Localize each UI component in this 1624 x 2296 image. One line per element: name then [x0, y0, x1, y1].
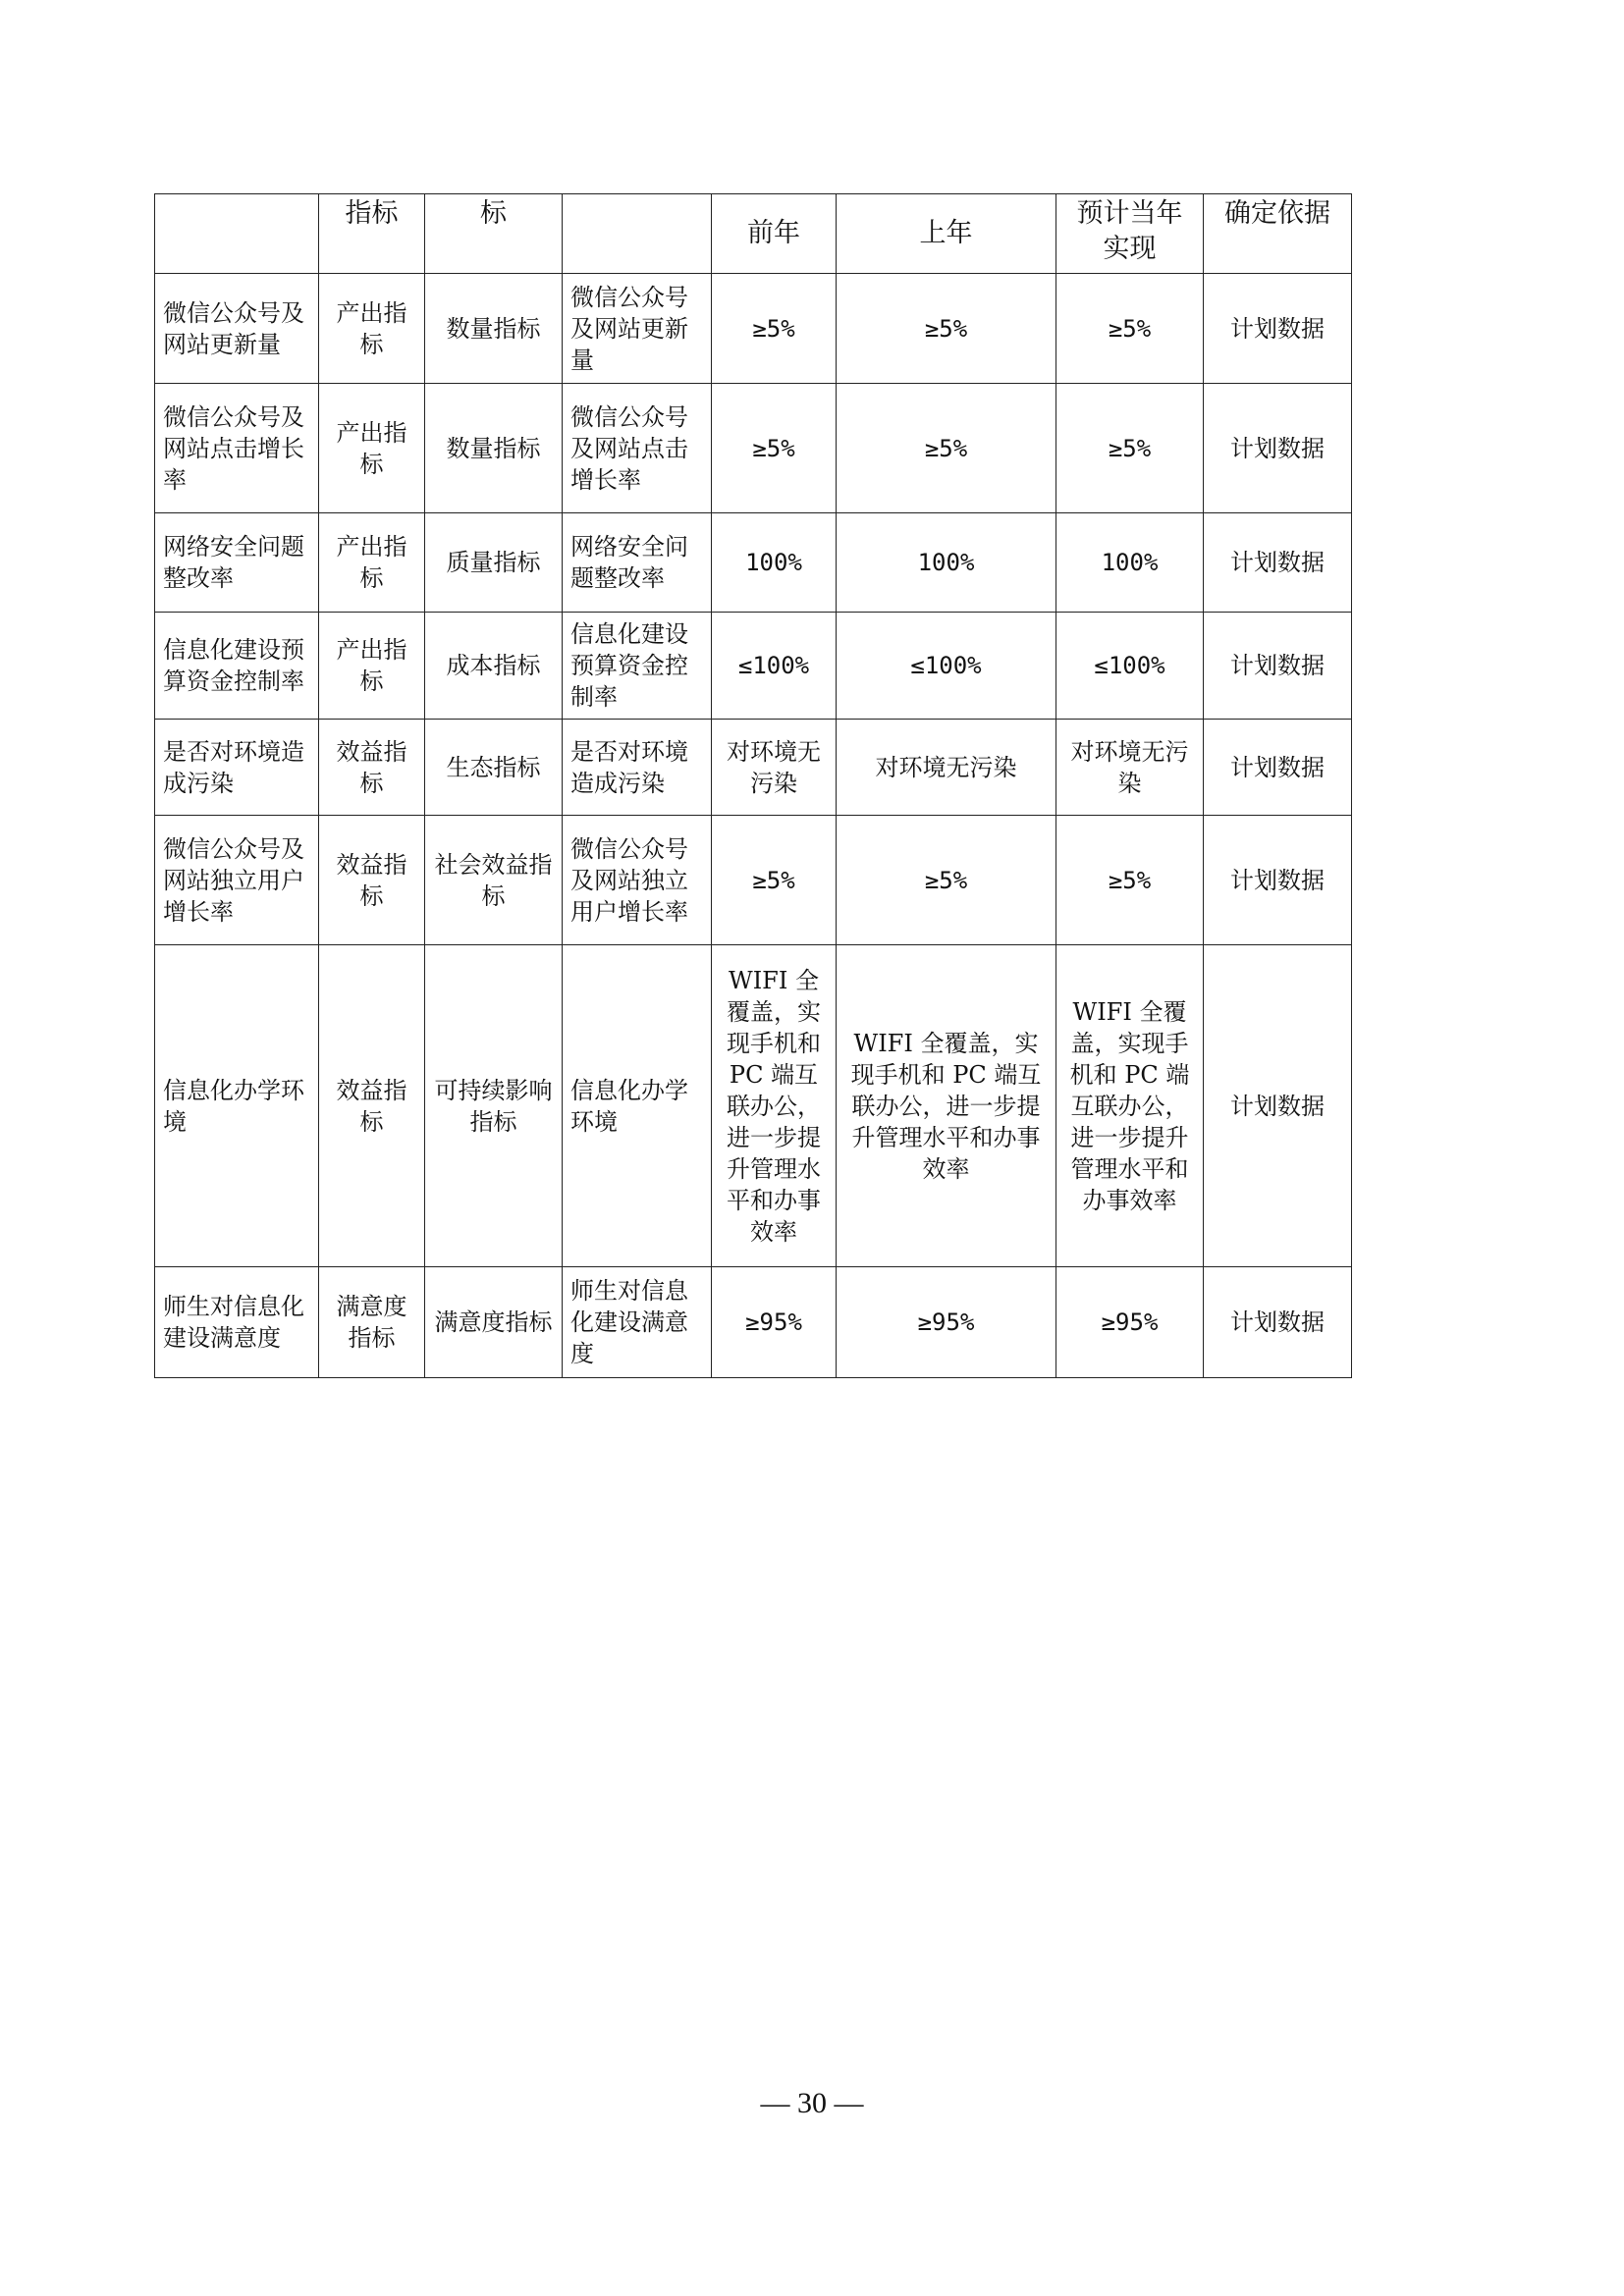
row-prev-cell: ≥95%	[712, 1267, 837, 1378]
row-level1-cell: 产出指标	[319, 613, 425, 720]
row-name-cell: 微信公众号及网站独立用户增长率	[155, 816, 319, 945]
table-header-row	[155, 194, 1352, 274]
table-row	[155, 816, 1352, 945]
row-last-cell: ≤100%	[837, 613, 1056, 720]
row-indicator-cell: 微信公众号及网站更新量	[563, 274, 712, 384]
row-level1-cell: 产出指标	[319, 384, 425, 513]
row-indicator-cell: 微信公众号及网站点击增长率	[563, 384, 712, 513]
row-last-cell: ≥5%	[837, 384, 1056, 513]
row-level1-cell: 效益指标	[319, 945, 425, 1267]
row-name-cell: 微信公众号及网站更新量	[155, 274, 319, 384]
row-name-cell: 是否对环境造成污染	[155, 720, 319, 816]
table-row	[155, 384, 1352, 513]
header-cell-7: 预计当年实现	[1056, 194, 1204, 274]
row-prev-cell: 100%	[712, 513, 837, 613]
row-name-cell: 师生对信息化建设满意度	[155, 1267, 319, 1378]
row-basis-cell: 计划数据	[1204, 274, 1352, 384]
table-row	[155, 945, 1352, 1267]
header-cell-8: 确定依据	[1204, 194, 1352, 274]
row-level2-cell: 质量指标	[425, 513, 563, 613]
row-expected-cell: ≥5%	[1056, 274, 1204, 384]
row-level2-cell: 成本指标	[425, 613, 563, 720]
row-name-cell: 网络安全问题整改率	[155, 513, 319, 613]
row-basis-cell: 计划数据	[1204, 613, 1352, 720]
page-number: — 30 —	[760, 2087, 864, 2119]
row-indicator-cell: 微信公众号及网站独立用户增长率	[563, 816, 712, 945]
row-level2-cell: 生态指标	[425, 720, 563, 816]
row-level1-cell: 效益指标	[319, 816, 425, 945]
header-cell-2: 指标	[319, 194, 425, 274]
performance-indicator-table	[154, 193, 1352, 1378]
row-expected-cell: ≥95%	[1056, 1267, 1204, 1378]
row-level1-cell: 产出指标	[319, 513, 425, 613]
table-row	[155, 513, 1352, 613]
row-basis-cell: 计划数据	[1204, 513, 1352, 613]
row-last-cell: ≥95%	[837, 1267, 1056, 1378]
row-level2-cell: 数量指标	[425, 274, 563, 384]
row-level2-cell: 社会效益指标	[425, 816, 563, 945]
row-level1-cell: 效益指标	[319, 720, 425, 816]
row-expected-cell: 对环境无污染	[1056, 720, 1204, 816]
row-level2-cell: 可持续影响指标	[425, 945, 563, 1267]
row-prev-cell: 对环境无污染	[712, 720, 837, 816]
header-cell-4	[563, 194, 712, 274]
row-basis-cell: 计划数据	[1204, 720, 1352, 816]
row-indicator-cell: 师生对信息化建设满意度	[563, 1267, 712, 1378]
header-cell-6: 上年	[837, 194, 1056, 274]
row-expected-cell: ≥5%	[1056, 816, 1204, 945]
row-last-cell: 对环境无污染	[837, 720, 1056, 816]
row-expected-cell: 100%	[1056, 513, 1204, 613]
row-basis-cell: 计划数据	[1204, 945, 1352, 1267]
row-indicator-cell: 网络安全问题整改率	[563, 513, 712, 613]
row-prev-cell: WIFI 全覆盖，实现手机和 PC 端互联办公，进一步提升管理水平和办事效率	[712, 945, 837, 1267]
row-name-cell: 微信公众号及网站点击增长率	[155, 384, 319, 513]
row-expected-cell: WIFI 全覆盖，实现手机和 PC 端互联办公，进一步提升管理水平和办事效率	[1056, 945, 1204, 1267]
row-basis-cell: 计划数据	[1204, 384, 1352, 513]
table-row	[155, 613, 1352, 720]
row-name-cell: 信息化建设预算资金控制率	[155, 613, 319, 720]
row-expected-cell: ≤100%	[1056, 613, 1204, 720]
row-last-cell: 100%	[837, 513, 1056, 613]
row-prev-cell: ≥5%	[712, 384, 837, 513]
row-indicator-cell: 信息化建设预算资金控制率	[563, 613, 712, 720]
table-row	[155, 720, 1352, 816]
row-level1-cell: 产出指标	[319, 274, 425, 384]
row-name-cell: 信息化办学环境	[155, 945, 319, 1267]
header-cell-5: 前年	[712, 194, 837, 274]
row-last-cell: ≥5%	[837, 816, 1056, 945]
row-last-cell: ≥5%	[837, 274, 1056, 384]
row-prev-cell: ≥5%	[712, 816, 837, 945]
row-basis-cell: 计划数据	[1204, 816, 1352, 945]
row-expected-cell: ≥5%	[1056, 384, 1204, 513]
header-cell-1	[155, 194, 319, 274]
row-basis-cell: 计划数据	[1204, 1267, 1352, 1378]
row-last-cell: WIFI 全覆盖，实现手机和 PC 端互联办公，进一步提升管理水平和办事效率	[837, 945, 1056, 1267]
row-prev-cell: ≤100%	[712, 613, 837, 720]
header-cell-3: 标	[425, 194, 563, 274]
row-indicator-cell: 信息化办学环境	[563, 945, 712, 1267]
row-indicator-cell: 是否对环境造成污染	[563, 720, 712, 816]
table-row	[155, 1267, 1352, 1378]
row-level2-cell: 数量指标	[425, 384, 563, 513]
row-level1-cell: 满意度指标	[319, 1267, 425, 1378]
row-prev-cell: ≥5%	[712, 274, 837, 384]
row-level2-cell: 满意度指标	[425, 1267, 563, 1378]
table-row	[155, 274, 1352, 384]
